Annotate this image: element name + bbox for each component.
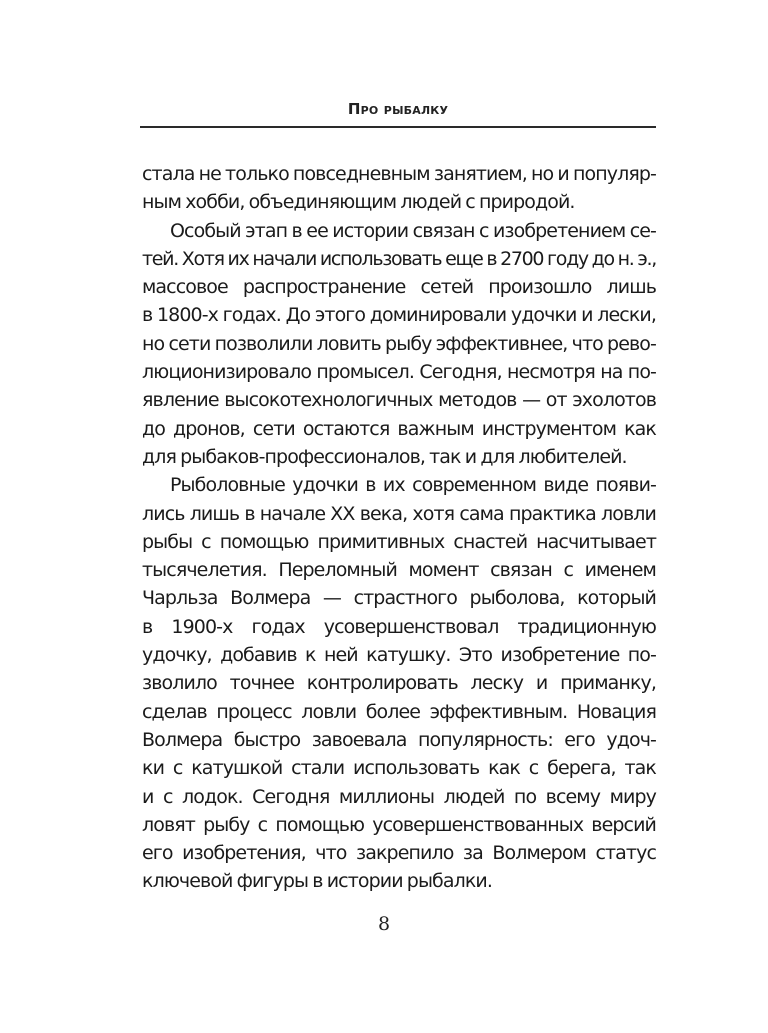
text-line: ным хобби, объединяющим людей с природой.	[142, 191, 575, 214]
body-text	[142, 160, 656, 896]
text-line: Волмера быстро завоевала популярность: его удоч-	[142, 728, 656, 751]
text-line: удочку, добавив к ней катушку. Это изобретение по-	[142, 644, 656, 667]
text-line: ки с катушкой стали использовать как с берега, так	[142, 757, 656, 780]
text-line: и с лодок. Сегодня миллионы людей по всему миру	[142, 785, 656, 808]
page-number: 8	[377, 913, 391, 935]
text-line: в 1800-х годах. До этого доминировали удочки и лески,	[142, 304, 656, 327]
text-line: для рыбаков-профессионалов, так и для любителей.	[142, 445, 627, 468]
text-line: явление высокотехнологичных методов — от эхолотов	[142, 389, 656, 412]
text-line: ловят рыбу с помощью усовершенствованных версий	[142, 813, 656, 836]
text-line: лись лишь в начале XX века, хотя сама практика ловли	[142, 502, 656, 525]
text-line: стала не только повседневным занятием, но и популяр-	[142, 163, 656, 185]
text-line: тысячелетия. Переломный момент связан с именем	[142, 559, 656, 582]
header-rule	[140, 126, 656, 128]
text-line: но сети позволили ловить рыбу эффективнее, что рево-	[142, 332, 656, 355]
text-line: в 1900-х годах усовершенствовал традиционную	[142, 615, 656, 638]
text-line: люционизировало промысел. Сегодня, несмотря на по-	[142, 361, 656, 384]
text-line: сделав процесс ловли более эффективным. Новация	[142, 700, 656, 723]
running-head: Про рыбалку	[347, 100, 449, 118]
text-line: Особый этап в ее истории связан с изобретением се-	[170, 219, 656, 242]
text-line: его изобретения, что закрепило за Волмером статус	[142, 842, 656, 865]
text-line: до дронов, сети остаются важным инструментом как	[142, 417, 656, 440]
text-line: массовое распространение сетей произошло лишь	[142, 276, 656, 299]
text-line: зволило точнее контролировать леску и приманку,	[142, 672, 656, 695]
text-line: Чарльза Волмера — страстного рыболова, который	[142, 587, 656, 610]
text-line: ключевой фигуры в истории рыбалки.	[142, 870, 493, 893]
text-line: Рыболовные удочки в их современном виде появи-	[170, 474, 656, 497]
text-line: тей. Хотя их начали использовать еще в 2700 году до н. э.,	[142, 247, 656, 270]
text-line: рыбы с помощью примитивных снастей насчитывает	[142, 530, 656, 553]
